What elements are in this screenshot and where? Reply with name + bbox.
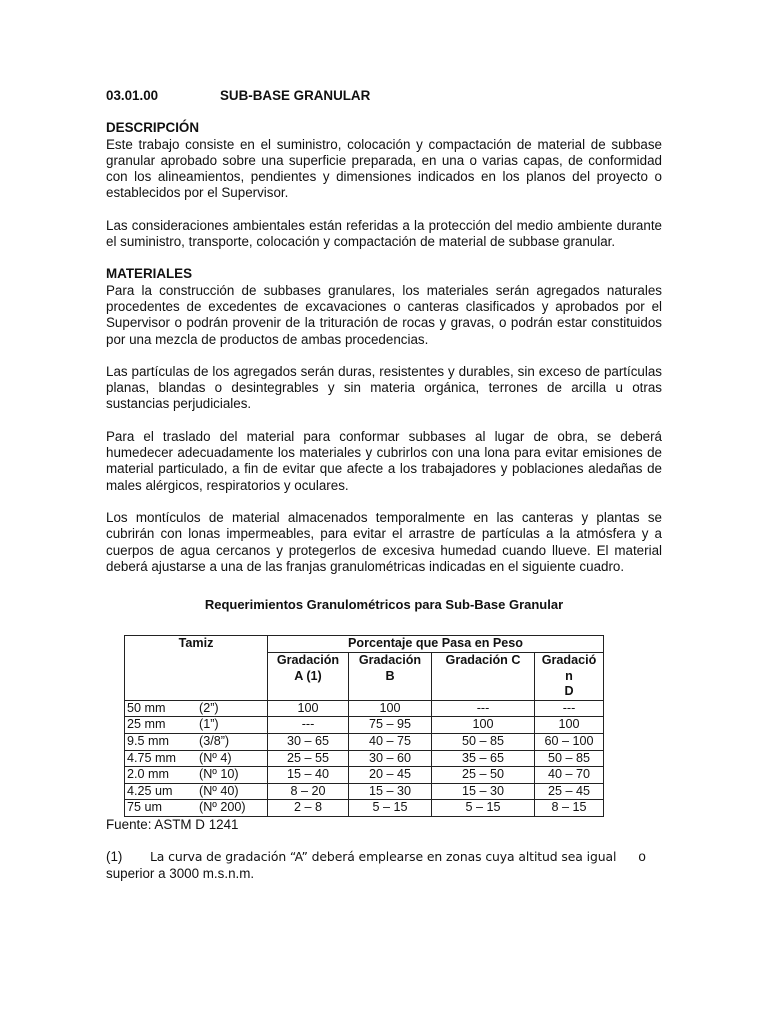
paragraph: Las consideraciones ambientales están referidas a la protección del medio ambiente durante el suministro, transporte, colocación y compactación de material de subbase granular. [106,217,662,250]
value-cell: 25 – 45 [535,783,604,800]
footnote-tail: o [638,849,646,865]
tamiz-mm: 9.5 mm [127,733,169,748]
section-heading [106,88,662,104]
column-header: Gradación C [432,653,535,701]
table-row [125,700,604,717]
table-row [125,767,604,784]
value-cell: 25 – 50 [432,767,535,784]
value-cell: 20 – 45 [349,767,432,784]
tamiz-mm: 75 um [127,800,163,815]
value-cell: 5 – 15 [432,800,535,817]
table-source: Fuente: ASTM D 1241 [106,816,239,832]
tamiz-mm: 25 mm [127,717,166,732]
value-cell: 40 – 75 [349,733,432,750]
value-cell: 60 – 100 [535,733,604,750]
paragraph: Para el traslado del material para conformar subbases al lugar de obra, se deberá humedecer adecuadamente los materiales y cubrirlos con una lona para evitar emisiones de material particulado, a fin de evitar que afecte a los trabajadores y poblaciones aledañas de males alérgicos, respiratorios y oculares. [106,428,662,493]
value-cell: 30 – 60 [349,750,432,767]
tamiz-cell [125,783,268,800]
tamiz-in: (Nº 40) [199,783,239,798]
value-cell: 5 – 15 [349,800,432,817]
tamiz-mm: 50 mm [127,700,166,715]
footnote-text: La curva de gradación “A” deberá emplearse en zonas cuya altitud sea igual [150,849,617,865]
paragraph: Las partículas de los agregados serán duras, resistentes y durables, sin exceso de partículas planas, blandas o desintegrables y sin materia orgánica, terrones de arcilla u otras sustancias perjudiciales. [106,363,662,412]
column-header: Gradación A (1) [268,653,349,701]
value-cell: 15 – 40 [268,767,349,784]
paragraph: Este trabajo consiste en el suministro, colocación y compactación de material de subbase granular aprobado sobre una superficie preparada, en una o varias capas, de conformidad con los alineamientos, pendientes y dimensiones indicados en los planos del proyecto o establecidos por el Supervisor. [106,136,662,201]
footnote-line2: superior a 3000 m.s.n.m. [106,865,255,881]
value-cell: 25 – 55 [268,750,349,767]
value-cell: 100 [535,717,604,734]
tamiz-in: (Nº 10) [199,767,239,782]
table-caption: Requerimientos Granulométricos para Sub-Base Granular [204,597,564,613]
column-header: Gradació n D [535,653,604,701]
value-cell: 75 – 95 [349,717,432,734]
tamiz-in: (1”) [199,717,219,732]
table-body [125,700,604,816]
table-row [125,783,604,800]
value-cell: 100 [268,700,349,717]
table-row [125,733,604,750]
value-cell: --- [535,700,604,717]
value-cell: 2 – 8 [268,800,349,817]
tamiz-cell [125,733,268,750]
descripcion-body [106,137,662,251]
document-page [106,88,662,882]
header-porcentaje: Porcentaje que Pasa en Peso [268,636,604,653]
table-row [125,800,604,817]
table-row [125,750,604,767]
footnote [106,849,662,882]
column-header: Gradación B [349,653,432,701]
materiales-body [106,283,662,575]
tamiz-mm: 4.25 um [127,783,173,798]
section-number: 03.01.00 [106,88,159,103]
tamiz-cell [125,700,268,717]
value-cell: 15 – 30 [432,783,535,800]
value-cell: 100 [432,717,535,734]
tamiz-in: (2”) [199,700,219,715]
table-row [125,717,604,734]
paragraph: Los montículos de material almacenados temporalmente en las canteras y plantas se cubrirán con lonas impermeables, para evitar el arrastre de partículas a la atmósfera y a cuerpos de agua cercanos y protegerlos de excesiva humedad cuando llueve. El material deberá ajustarse a una de las franjas granulométricas indicadas en el siguiente cuadro. [106,509,662,574]
value-cell: 35 – 65 [432,750,535,767]
value-cell: --- [432,700,535,717]
tamiz-in: (3/8”) [199,733,230,748]
materiales-title: MATERIALES [106,266,193,282]
value-cell: 40 – 70 [535,767,604,784]
tamiz-mm: 4.75 mm [127,750,176,765]
value-cell: 50 – 85 [432,733,535,750]
value-cell: 8 – 20 [268,783,349,800]
tamiz-in: (Nº 4) [199,750,232,765]
tamiz-cell [125,750,268,767]
tamiz-cell [125,717,268,734]
paragraph: Para la construcción de subbases granulares, los materiales serán agregados naturales procedentes de excedentes de excavaciones o canteras clasificados y aprobados por el Supervisor o podrán provenir de la trituración de rocas y gravas, o podrán estar constituidos por una mezcla de productos de ambas procedencias. [106,282,662,347]
tamiz-cell [125,800,268,817]
value-cell: --- [268,717,349,734]
value-cell: 30 – 65 [268,733,349,750]
footnote-index: (1) [106,849,123,865]
value-cell: 15 – 30 [349,783,432,800]
value-cell: 50 – 85 [535,750,604,767]
value-cell: 100 [349,700,432,717]
section-title: SUB-BASE GRANULAR [220,88,371,103]
tamiz-in: (Nº 200) [199,800,246,815]
tamiz-cell [125,767,268,784]
descripcion-title: DESCRIPCIÓN [106,120,200,136]
tamiz-mm: 2.0 mm [127,767,169,782]
header-tamiz: Tamiz [125,636,268,700]
value-cell: 8 – 15 [535,800,604,817]
gradation-table [124,635,604,817]
